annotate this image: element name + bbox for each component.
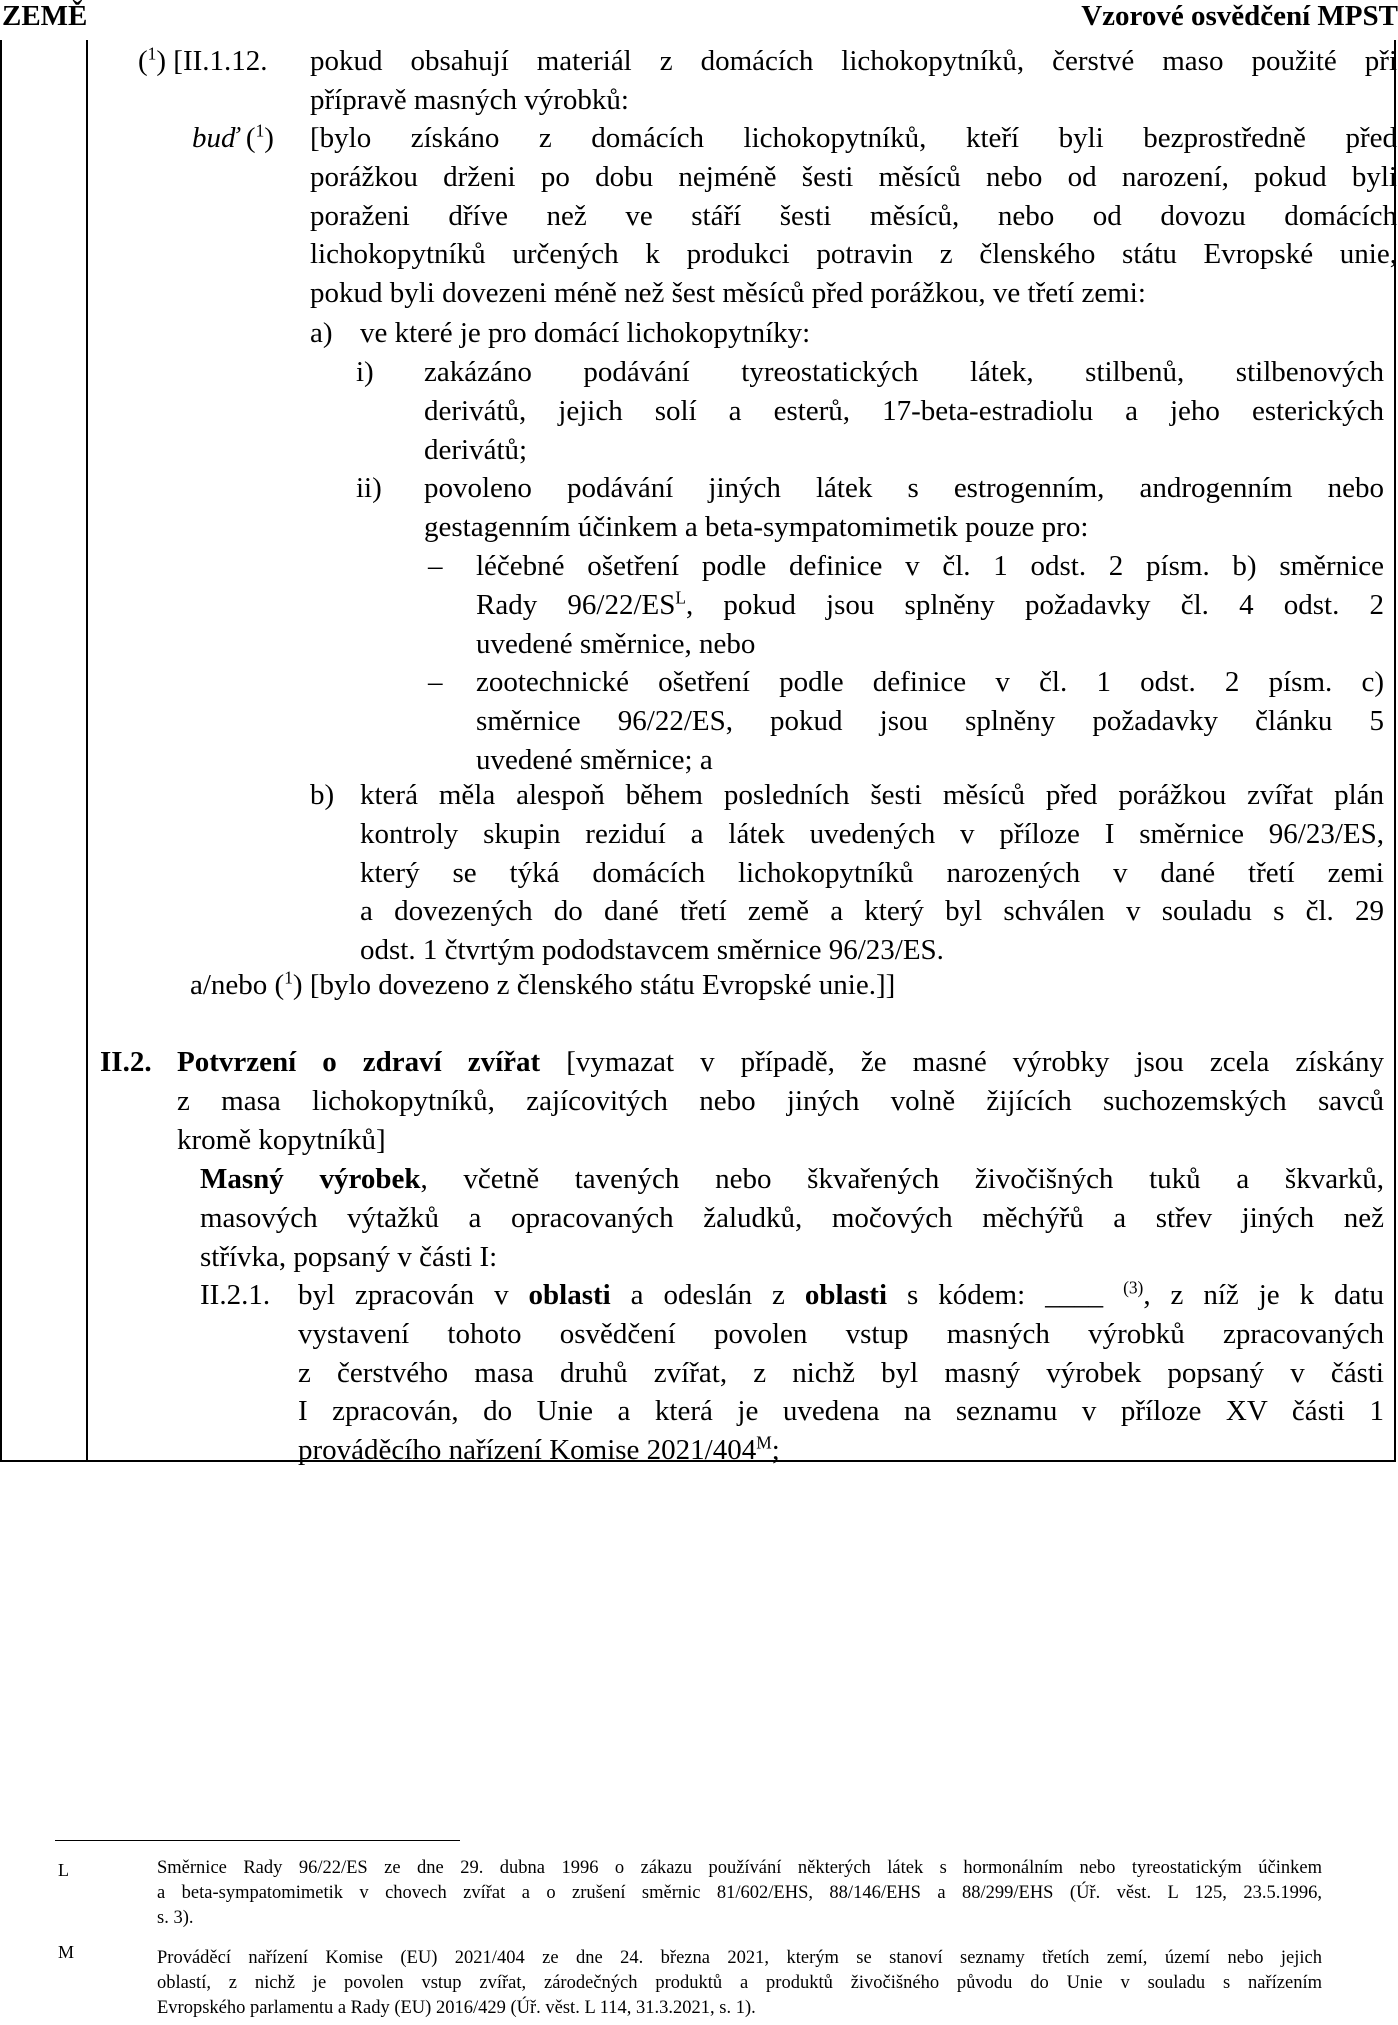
footnote-line: Prováděcí nařízení Komise (EU) 2021/404 ze dne 24. března 2021, kterým se stanoví seznamy třetích zemí, území nebo jejich bbox=[157, 1948, 1322, 1968]
item-i-line: zakázáno podávání tyreostatických látek, stilbenů, stilbenových bbox=[424, 356, 1384, 388]
s1-line: přípravě masných výrobků: bbox=[310, 83, 629, 116]
s2-line: kromě kopytníků] bbox=[177, 1123, 386, 1156]
dash2-line: zootechnické ošetření podle definice v čl. 1 odst. 2 písm. c) bbox=[476, 666, 1384, 698]
s221-text bbox=[298, 1276, 1384, 1470]
item-b-text bbox=[360, 776, 1384, 970]
item-b-line: která měla alespoň během posledních šesti měsíců před porážkou zvířat plán bbox=[360, 779, 1384, 811]
item-b-label: b) bbox=[310, 779, 335, 811]
footnote-line: Směrnice Rady 96/22/ES ze dne 29. dubna 1996 o zákazu používání některých látek s hormonálním nebo tyreostatickým účinkem bbox=[157, 1858, 1322, 1878]
item-ii-text bbox=[424, 469, 1384, 547]
footnote-line: oblastí, z nichž je povolen vstup zvířat, zárodečných produktů a produktů živočišného původu do Unie v souladu s nařízením bbox=[157, 1973, 1322, 1993]
s2-text bbox=[177, 1043, 1384, 1159]
footnote-line: Evropského parlamentu a Rady (EU) 2016/429 (Úř. věst. L 114, 31.3.2021, s. 1). bbox=[157, 1998, 756, 2018]
s1-text bbox=[310, 42, 1398, 120]
item-ii-label: ii) bbox=[356, 472, 382, 504]
footnote-separator bbox=[55, 1840, 460, 1841]
item-i-line: derivátů, jejich solí a esterů, 17-beta-estradiolu a jeho esterických bbox=[424, 394, 1384, 427]
page-header bbox=[0, 0, 1398, 40]
item-b-line: a dovezených do dané třetí země a který byl schválen v souladu s čl. 29 bbox=[360, 895, 1384, 928]
dash2-marker: – bbox=[428, 666, 443, 698]
dash1-line: léčebné ošetření podle definice v čl. 1 odst. 2 písm. b) směrnice bbox=[476, 550, 1384, 582]
item-i-text bbox=[424, 353, 1384, 469]
s2-line: Potvrzení o zdraví zvířat [vymazat v případě, že masné výrobky jsou zcela získány bbox=[177, 1046, 1384, 1078]
s2-line: z masa lichokopytníků, zajícovitých nebo jiných volně žijících suchozemských savců bbox=[177, 1084, 1384, 1117]
s221-line: I zpracován, do Unie a která je uvedena na seznamu v příloze XV části 1 bbox=[298, 1395, 1384, 1428]
footnote-L bbox=[157, 1856, 1322, 1931]
footnote-mark-L: L bbox=[58, 1860, 69, 1880]
item-b-line: který se týká domácích lichokopytníků narozených v dané třetí zemi bbox=[360, 856, 1384, 889]
bud-line: porážkou drženi po dobu nejméně šesti měsíců nebo od narození, pokud byli bbox=[310, 160, 1397, 193]
footnote-mark-M: M bbox=[58, 1942, 75, 1962]
header-right: Vzorové osvědčení MPST bbox=[1081, 0, 1398, 32]
item-ii-line: gestagenním účinkem a beta-sympatomimetik pouze pro: bbox=[424, 510, 1089, 543]
masny-line: střívka, popsaný v části I: bbox=[200, 1240, 498, 1273]
bud-line: pokud byli dovezeni méně než šest měsíců před porážkou, ve třetí zemi: bbox=[310, 277, 1146, 310]
footnote-M bbox=[157, 1946, 1322, 2021]
s221-line: z čerstvého masa druhů zvířat, z nichž byl masný výrobek popsaný v části bbox=[298, 1356, 1384, 1389]
masny-line: Masný výrobek, včetně tavených nebo škvařených živočišných tuků a škvarků, bbox=[200, 1163, 1384, 1195]
bud-label: buď ($^1$) bbox=[192, 120, 274, 154]
item-i-line: derivátů; bbox=[424, 433, 528, 466]
left-column-divider bbox=[86, 40, 88, 1462]
item-b-line: odst. 1 čtvrtým pododstavcem směrnice 96/23/ES. bbox=[360, 934, 944, 967]
s221-line: byl zpracován v oblasti a odeslán z oblasti s kódem: ____ $^{(3)}$, z níž je k datu bbox=[298, 1277, 1384, 1311]
item-ii-line: povoleno podávání jiných látek s estrogenním, androgenním nebo bbox=[424, 472, 1384, 504]
dash1-line: uvedené směrnice, nebo bbox=[476, 627, 756, 660]
bud-text bbox=[310, 119, 1398, 313]
footnote-line: s. 3). bbox=[157, 1908, 194, 1928]
masny-text bbox=[200, 1160, 1384, 1276]
s2-number: II.2. bbox=[100, 1046, 152, 1078]
dash1-marker: – bbox=[428, 550, 443, 582]
s221-number: II.2.1. bbox=[200, 1279, 271, 1311]
dash2-line: směrnice 96/22/ES, pokud jsou splněny požadavky článku 5 bbox=[476, 704, 1384, 737]
s221-line: vystavení tohoto osvědčení povolen vstup masných výrobků zpracovaných bbox=[298, 1317, 1384, 1350]
item-a-text: ve které je pro domácí lichokopytníky: bbox=[360, 317, 811, 349]
bud-line: poraženi dříve než ve stáří šesti měsíců, nebo od dovozu domácích bbox=[310, 199, 1397, 232]
item-a-label: a) bbox=[310, 317, 333, 349]
dash2-line: uvedené směrnice; a bbox=[476, 743, 713, 776]
header-left: ZEMĚ bbox=[2, 0, 88, 32]
dash1-text bbox=[476, 547, 1384, 663]
bud-line: lichokopytníků určených k produkci potravin z členského státu Evropské unie, bbox=[310, 238, 1397, 271]
item-i-label: i) bbox=[356, 356, 374, 388]
s1-line: pokud obsahují materiál z domácích lichokopytníků, čerstvé maso použité při bbox=[310, 45, 1397, 77]
dash2-text bbox=[476, 663, 1384, 779]
masny-line: masových výtažků a opracovaných žaludků, močových měchýřů a střev jiných než bbox=[200, 1201, 1384, 1234]
dash1-line: Rady $96/22/ES^L$, pokud jsou splněny požadavky čl. 4 odst. 2 bbox=[476, 587, 1384, 621]
s221-line: prováděcího nařízení Komise $2021/404^M$; bbox=[298, 1432, 780, 1467]
anebo-line: a/nebo ($^1$) [bylo dovezeno z členského státu Evropské unie.]] bbox=[190, 967, 896, 1001]
bud-line: [bylo získáno z domácích lichokopytníků, kteří byli bezprostředně před bbox=[310, 122, 1397, 154]
footnote-line: a beta-sympatomimetik v chovech zvířat a o zrušení směrnic 81/602/EHS, 88/146/EHS a 88/299/EHS (Úř. věst. L 125, 23.5.1996, bbox=[157, 1883, 1322, 1903]
item-b-line: kontroly skupin reziduí a látek uvedených v příloze I směrnice 96/23/ES, bbox=[360, 817, 1384, 850]
s1-number: ($^1$) [II.1.12. bbox=[138, 43, 268, 77]
